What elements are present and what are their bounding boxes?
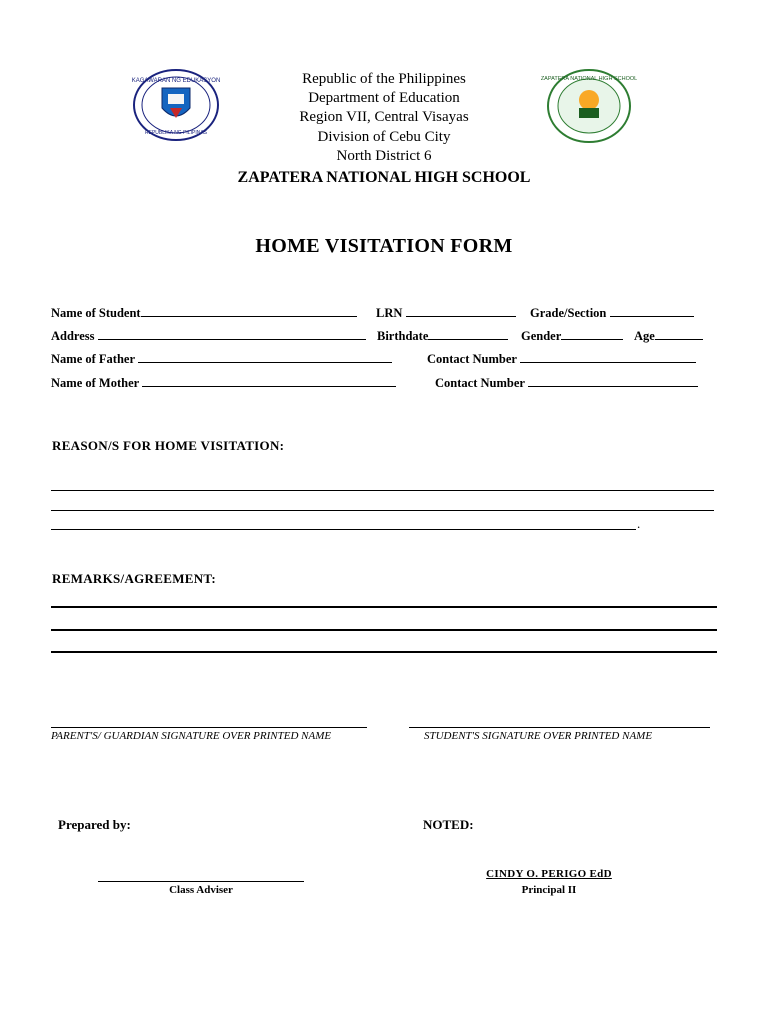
student-signature-line[interactable] (409, 727, 710, 728)
father-name-field[interactable] (51, 351, 392, 367)
father-contact-line[interactable] (520, 351, 696, 363)
address-line[interactable] (98, 328, 366, 340)
student-signature-caption: STUDENT'S SIGNATURE OVER PRINTED NAME (424, 730, 653, 742)
father-contact-field[interactable] (427, 351, 696, 367)
principal-name: CINDY O. PERIGO EdD (486, 868, 612, 880)
gender-line[interactable] (561, 328, 623, 340)
birthdate-label: Birthdate (377, 329, 429, 343)
svg-text:REPUBLIKA NG PILIPINAS: REPUBLIKA NG PILIPINAS (145, 130, 207, 136)
prepared-by-label: Prepared by: (58, 817, 131, 832)
remarks-line-1[interactable] (51, 606, 717, 608)
father-name-label: Name of Father (51, 352, 135, 366)
lrn-field[interactable] (376, 305, 516, 321)
header-division: Division of Cebu City (317, 129, 451, 145)
lrn-line[interactable] (406, 305, 516, 317)
form-title: HOME VISITATION FORM (255, 235, 513, 257)
mother-contact-line[interactable] (528, 375, 698, 387)
student-name-line[interactable] (141, 305, 357, 317)
lrn-label: LRN (376, 306, 403, 320)
age-label: Age (634, 329, 655, 343)
grade-section-field[interactable] (530, 305, 694, 321)
student-name-field[interactable] (51, 305, 357, 321)
mother-contact-label: Contact Number (435, 376, 525, 390)
mother-contact-field[interactable] (435, 375, 698, 391)
header-department: Department of Education (308, 90, 460, 106)
principal-role: Principal II (521, 884, 577, 896)
noted-label: NOTED: (423, 817, 474, 832)
birthdate-field[interactable] (377, 328, 508, 344)
grade-section-line[interactable] (610, 305, 694, 317)
father-contact-label: Contact Number (427, 352, 517, 366)
parent-signature-line[interactable] (51, 727, 367, 728)
remarks-line-3[interactable] (51, 651, 717, 653)
adviser-signature-line[interactable] (98, 881, 304, 882)
header-district: North District 6 (336, 148, 432, 164)
address-label: Address (51, 329, 95, 343)
age-field[interactable] (634, 328, 703, 344)
gender-field[interactable] (521, 328, 623, 344)
adviser-role: Class Adviser (169, 884, 233, 896)
school-name: ZAPATERA NATIONAL HIGH SCHOOL (237, 169, 531, 186)
address-field[interactable] (51, 328, 366, 344)
reason-period: . (637, 516, 641, 531)
svg-text:ZAPATERA NATIONAL HIGH SCHOOL: ZAPATERA NATIONAL HIGH SCHOOL (540, 76, 638, 82)
reason-line-1[interactable] (51, 490, 714, 491)
remarks-line-2[interactable] (51, 629, 717, 631)
student-name-label: Name of Student (51, 306, 141, 320)
remarks-label: REMARKS/AGREEMENT: (52, 571, 217, 586)
mother-name-line[interactable] (142, 375, 396, 387)
mother-name-label: Name of Mother (51, 376, 139, 390)
reason-label: REASON/S FOR HOME VISITATION: (52, 438, 285, 453)
mother-name-field[interactable] (51, 375, 396, 391)
parent-signature-caption: PARENT'S/ GUARDIAN SIGNATURE OVER PRINTED NAME (51, 730, 332, 742)
svg-text:KAGAWARAN NG EDUKASYON: KAGAWARAN NG EDUKASYON (131, 78, 221, 84)
header-region: Region VII, Central Visayas (299, 109, 469, 125)
reason-line-2[interactable] (51, 510, 714, 511)
birthdate-line[interactable] (428, 328, 508, 340)
grade-section-label: Grade/Section (530, 306, 607, 320)
age-line[interactable] (655, 328, 703, 340)
father-name-line[interactable] (138, 351, 392, 363)
header-republic: Republic of the Philippines (302, 71, 466, 87)
gender-label: Gender (521, 329, 562, 343)
reason-line-3[interactable] (51, 529, 636, 530)
